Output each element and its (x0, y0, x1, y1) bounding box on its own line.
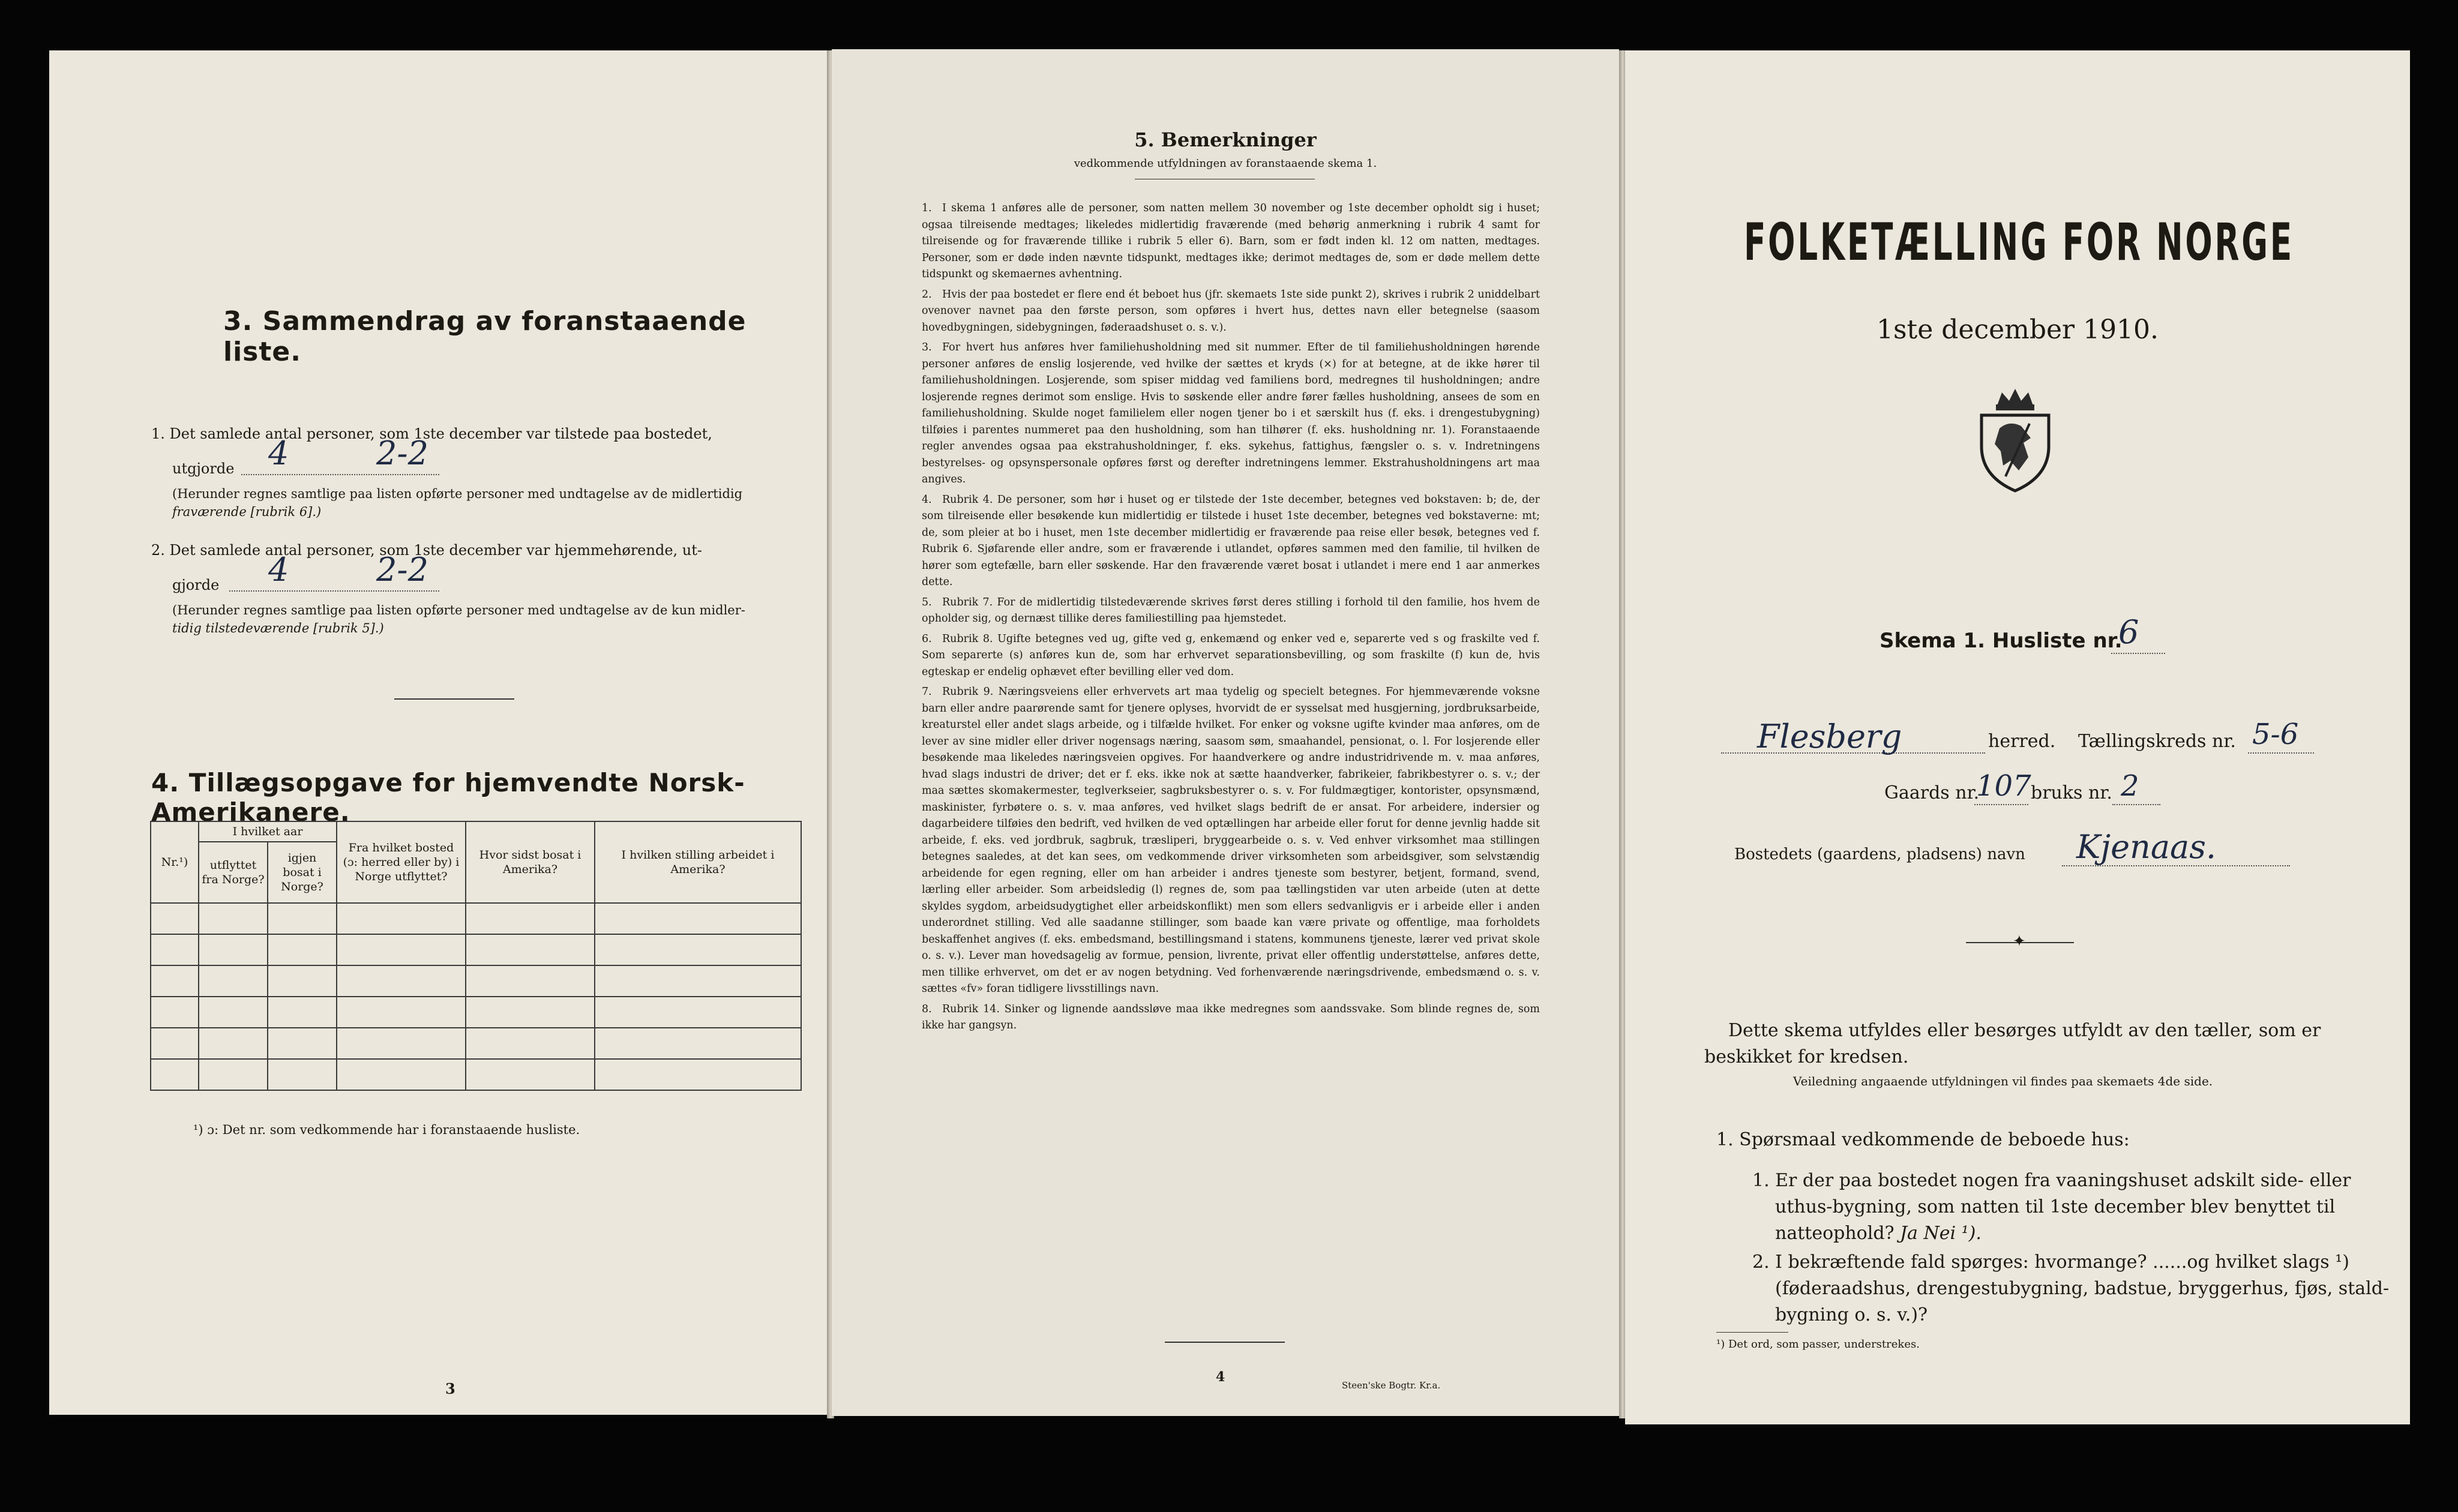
th-last-america: Hvor sidst bosat i Amerika? (466, 821, 595, 903)
item1-value-b: 2-2 (376, 434, 428, 472)
schema-dotted-line (2111, 653, 2165, 654)
section3-title: 3. Sammendrag av foranstaaende liste. (223, 306, 747, 367)
separator-rule (394, 698, 514, 700)
item2-label: gjorde (172, 577, 220, 593)
item2-value-b: 2-2 (376, 551, 428, 589)
kreds-dotted-line (2248, 752, 2314, 754)
remarks-list (922, 200, 1540, 1038)
item1-label: utgjorde (172, 460, 235, 477)
item1-dotted-line (241, 474, 439, 475)
table-row (151, 1028, 801, 1059)
main-title: FOLKETÆLLING FOR NORGE (1744, 212, 2294, 272)
schema-value: 6 (2118, 613, 2139, 651)
question1-a: 1. Er der paa bostedet nogen fra vaaningshuset adskilt side- eller (1752, 1170, 2351, 1191)
census-date: 1ste december 1910. (1876, 314, 2159, 345)
page-left (49, 50, 828, 1415)
th-nr: Nr.¹) (151, 821, 199, 903)
bosted-label: Bostedets (gaardens, pladsens) navn (1734, 845, 2025, 863)
bruks-label: bruks nr. (2031, 782, 2112, 803)
kreds-label: Tællingskreds nr. (2078, 731, 2236, 752)
gaards-value: 107 (1976, 769, 2031, 803)
item1-note-b: fraværende [rubrik 6].) (172, 505, 322, 519)
question2-b: (føderaadshus, drengestubygning, badstue, bryggerhus, fjøs, stald- (1775, 1278, 2390, 1299)
question1-answer: Ja Nei ¹). (1900, 1223, 1982, 1244)
bruks-value: 2 (2121, 769, 2139, 803)
questions-title: 1. Spørsmaal vedkommende de beboede hus: (1716, 1129, 2130, 1150)
item2-note-a: (Herunder regnes samtlige paa listen opførte personer med undtagelse av de kun midler- (172, 603, 745, 617)
gaards-dotted-line (1974, 804, 2028, 805)
list-item: 4. Rubrik 4. De personer, som hør i huset og er tilstede der 1ste december, betegnes ved bokstaven: b; de, der som tilreisende eller besøkende kun midlertidig er tilstede i huset 1ste december, betegnes ved bokstaverne: mt; de, som pleier at bo i huset, men 1ste december midlertidig er fraværende paa reise eller besøk, betegnes ved f. Rubrik 6. Sjøfarende eller andre, som er fraværende i utlandet, opføres sammen med den familie, til hvilken de hører som egtefælle, barn eller søskende. Har den fraværende været bosat i utlandet i mere end 1 aar anmerkes dette. (922, 493, 1540, 588)
table-row (151, 1059, 801, 1090)
list-item: 2. Hvis der paa bostedet er flere end ét beboet hus (jfr. skemaets 1ste side punkt 2), skrives i rubrik 2 uniddelbart ovenover navnet paa den første person, som opføres i hvert hus, dettes navn eller betegnelse (saasom hovedbygningen, sidebygningen, føderaadshuset o. s. v.). (922, 288, 1540, 334)
table-row (151, 997, 801, 1028)
th-occupation: I hvilken stilling arbeidet i Amerika? (595, 821, 801, 903)
item2-note-b: tidig tilstedeværende [rubrik 5].) (172, 621, 384, 635)
table-row (151, 903, 801, 934)
list-item: 5. Rubrik 7. For de midlertidig tilstedeværende skrives først deres stilling i forhold til den familie, hos hvem de opholder sig, og dernæst tillike deres familiestilling paa hjemstedet. (922, 596, 1540, 625)
instruction-a: Dette skema utfyldes eller besørges utfyldt av den tæller, som er (1728, 1020, 2321, 1041)
list-item: 3. For hvert hus anføres hver familiehusholdning med sit nummer. Efter de til familiehusholdningen hørende personer anføres de enslig losjerende, ved hvilke der sættes et kryds (×) for at betegne, at de ikke hører til familiehusholdningen. Losjerende, som spiser middag ved familiens bord, medregnes til husholdningen; andre losjerende regnes derimot som enslige. Hvis to søskende eller andre fører fælles husholdning, ansees de som en familiehusholdning. Skulde noget familielem eller nogen tjener bo i et særskilt hus (f. eks. i drengestubygning) tilføies i parentes nummeret paa den husholdning, som han tilhører (f. eks. husholdning nr. 1). Foranstaaende regler anvendes ogsaa paa ekstrahusholdninger, f. eks. sykehus, fattighus, fængsler o. s. v. Indretningens bestyrelses- og opsynspersonale opføres først og derefter indretningens lemmer. Ekstrahusholdningens art maa angives. (922, 341, 1540, 485)
th-returned: igjen bosat i Norge? (268, 842, 337, 903)
th-emigrated: utflyttet fra Norge? (199, 842, 268, 903)
section4-title: 4. Tillægsopgave for hjemvendte Norsk-Amerikanere. (151, 768, 745, 827)
page-middle (832, 49, 1619, 1416)
table-row (151, 934, 801, 965)
instruction-small: Veiledning angaaende utfyldningen vil findes paa skemaets 4de side. (1793, 1074, 2213, 1088)
footnote-rule (1716, 1332, 1788, 1333)
bruks-dotted-line (2112, 804, 2160, 805)
table-row (151, 965, 801, 997)
question2-c: bygning o. s. v.)? (1775, 1304, 1928, 1325)
item2-dotted-line (229, 590, 439, 592)
item2-value-a: 4 (268, 551, 289, 589)
printer-mark: Steen'ske Bogtr. Kr.a. (1342, 1380, 1441, 1391)
bosted-value: Kjenaas. (2076, 828, 2217, 866)
gaards-label: Gaards nr. (1884, 782, 1980, 803)
th-from-where: Fra hvilket bosted (ɔ: herred eller by) i Norge utflyttet? (337, 821, 466, 903)
th-group: I hvilket aar (199, 821, 337, 842)
question2-a: 2. I bekræftende fald spørges: hvormange? ......og hvilket slags ¹) (1752, 1252, 2349, 1273)
kreds-value: 5-6 (2252, 718, 2299, 751)
item2-text: 2. Det samlede antal personer, som 1ste december var hjemmehørende, ut- (151, 542, 702, 559)
remarks-title: 5. Bemerkninger (1134, 128, 1317, 151)
bottom-rule (1165, 1342, 1285, 1343)
remarks-subtitle: vedkommende utfyldningen av foranstaaende skema 1. (1074, 157, 1377, 170)
item1-text: 1. Det samlede antal personer, som 1ste december var tilstede paa bostedet, (151, 425, 712, 442)
list-item: 1. I skema 1 anføres alle de personer, som natten mellem 30 november og 1ste december opholdt sig i huset; ogsaa tilreisende medtages; likeledes midlertidig fraværende (med behørig anmerkning i rubrik 4 samt for tilreisende og for fraværende tillike i rubrik 5 eller 6). Barn, som er født inden kl. 12 om natten, medtages. Personer, som er døde inden nævnte tidspunkt, medtages ikke; derimot medtages de, som er døde mellem dette tidspunkt og skemaernes avhentning. (922, 202, 1540, 280)
page-right (1625, 50, 2410, 1424)
norway-coat-of-arms-icon (1973, 386, 2057, 494)
schema-label: Skema 1. Husliste nr. (1880, 629, 2123, 653)
list-item: 8. Rubrik 14. Sinker og lignende aandssløve maa ikke medregnes som aandssvake. Som blinde regnes de, som ikke har gangsyn. (922, 1003, 1540, 1031)
page-number-left: 3 (445, 1380, 455, 1397)
norsk-amerikanere-table (150, 821, 802, 1091)
herred-value: Flesberg (1757, 718, 1902, 755)
list-item: 6. Rubrik 8. Ugifte betegnes ved ug, gifte ved g, enkemænd og enker ved e, separerte ved s og fraskilte ved f. Som separerte (s) anføres kun de, som har erhvervet separationsbevilling, og som fraskilte (f) kun de, hvis egteskap er endelig ophævet efter bevilling eller ved dom. (922, 632, 1540, 678)
item1-value-a: 4 (268, 434, 289, 472)
page-number-middle: 4 (1216, 1369, 1225, 1385)
ornament-icon: ✦ (2013, 932, 2026, 950)
right-footnote: ¹) Det ord, som passer, understrekes. (1716, 1338, 1920, 1351)
question1-b: uthus-bygning, som natten til 1ste december blev benyttet til (1775, 1196, 2336, 1217)
table-footnote: ¹) ɔ: Det nr. som vedkommende har i foranstaaende husliste. (193, 1123, 580, 1137)
item1-note-a: (Herunder regnes samtlige paa listen opførte personer med undtagelse av de midlertidig (172, 487, 743, 501)
instruction-b: beskikket for kredsen. (1704, 1046, 1909, 1067)
list-item: 7. Rubrik 9. Næringsveiens eller erhvervets art maa tydelig og specielt betegnes. For hjemmeværende voksne barn eller andre paarørende samt for tjenere oplyses, hvorvidt de er sysselsat med husgjerning, jordbruksarbeide, kreaturstel eller andet slags arbeide, og i tilfælde hvilket. For enker og voksne ugifte kvinder maa anføres, om de lever av sine midler eller driver nogensags næring, saasom søm, smaahandel, pensionat, o. l. For losjerende eller besøkende maa likeledes næringsveien opgives. For haandverkere og andre industridrivende m. v. maa anføres, hvad slags industri de driver; det er f. eks. ikke nok at sætte haandverker, fabrikeier, fabrikbestyrer o. s. v.; der maa sættes skomakermester, teglverkseier, sagbruksbestyrer o. s. v. For fuldmægtiger, kontorister, opsynsmænd, maskinister, fyrbøtere o. s. v. maa anføres, ved hvilket slags bedrift de er ansat. For arbeidere, indersier og dagarbeidere tilføies den bedrift, ved hvilken de ved optællingen har arbeide eller forut for denne jevnlig hadde sit arbeide, f. eks. ved jordbruk, sagbruk, træsliperi, bryggearbeide o. s. v. Ved enhver virksomhet maa stillingen betegnes saaledes, at det kan sees, om vedkommende driver virksomheten som arbeidsgiver, som selvstændig arbeidende for egen regning, eller om han arbeider i andres tjeneste som bestyrer, betjent, formand, svend, lærling eller arbeider. Som arbeidsledig (l) regnes de, som paa tællingstiden var uten arbeide (uten at dette skyldes sygdom, arbeidsudygtighet eller arbeidskonflikt) men som ellers sedvanligvis er i arbeide eller i anden underordnet stilling. Ved alle saadanne stillinger, som baade kan være private og offentlige, maa forholdets beskaffenhet angives (f. eks. embedsmand, bestillingsmand i statens, kommunens tjeneste, lærer ved privat skole o. s. v.). Lever man hovedsagelig av formue, pension, livrente, privat eller offentlig understøttelse, anføres dette, men tillike erhvervet, om det er av nogen betydning. Ved forhenværende næringsdrivende, embedsmænd o. s. v. sættes «fv» foran tidligere livsstillings navn. (922, 686, 1540, 995)
herred-label: herred. (1988, 731, 2056, 752)
question1-c: natteophold? (1775, 1223, 1895, 1244)
